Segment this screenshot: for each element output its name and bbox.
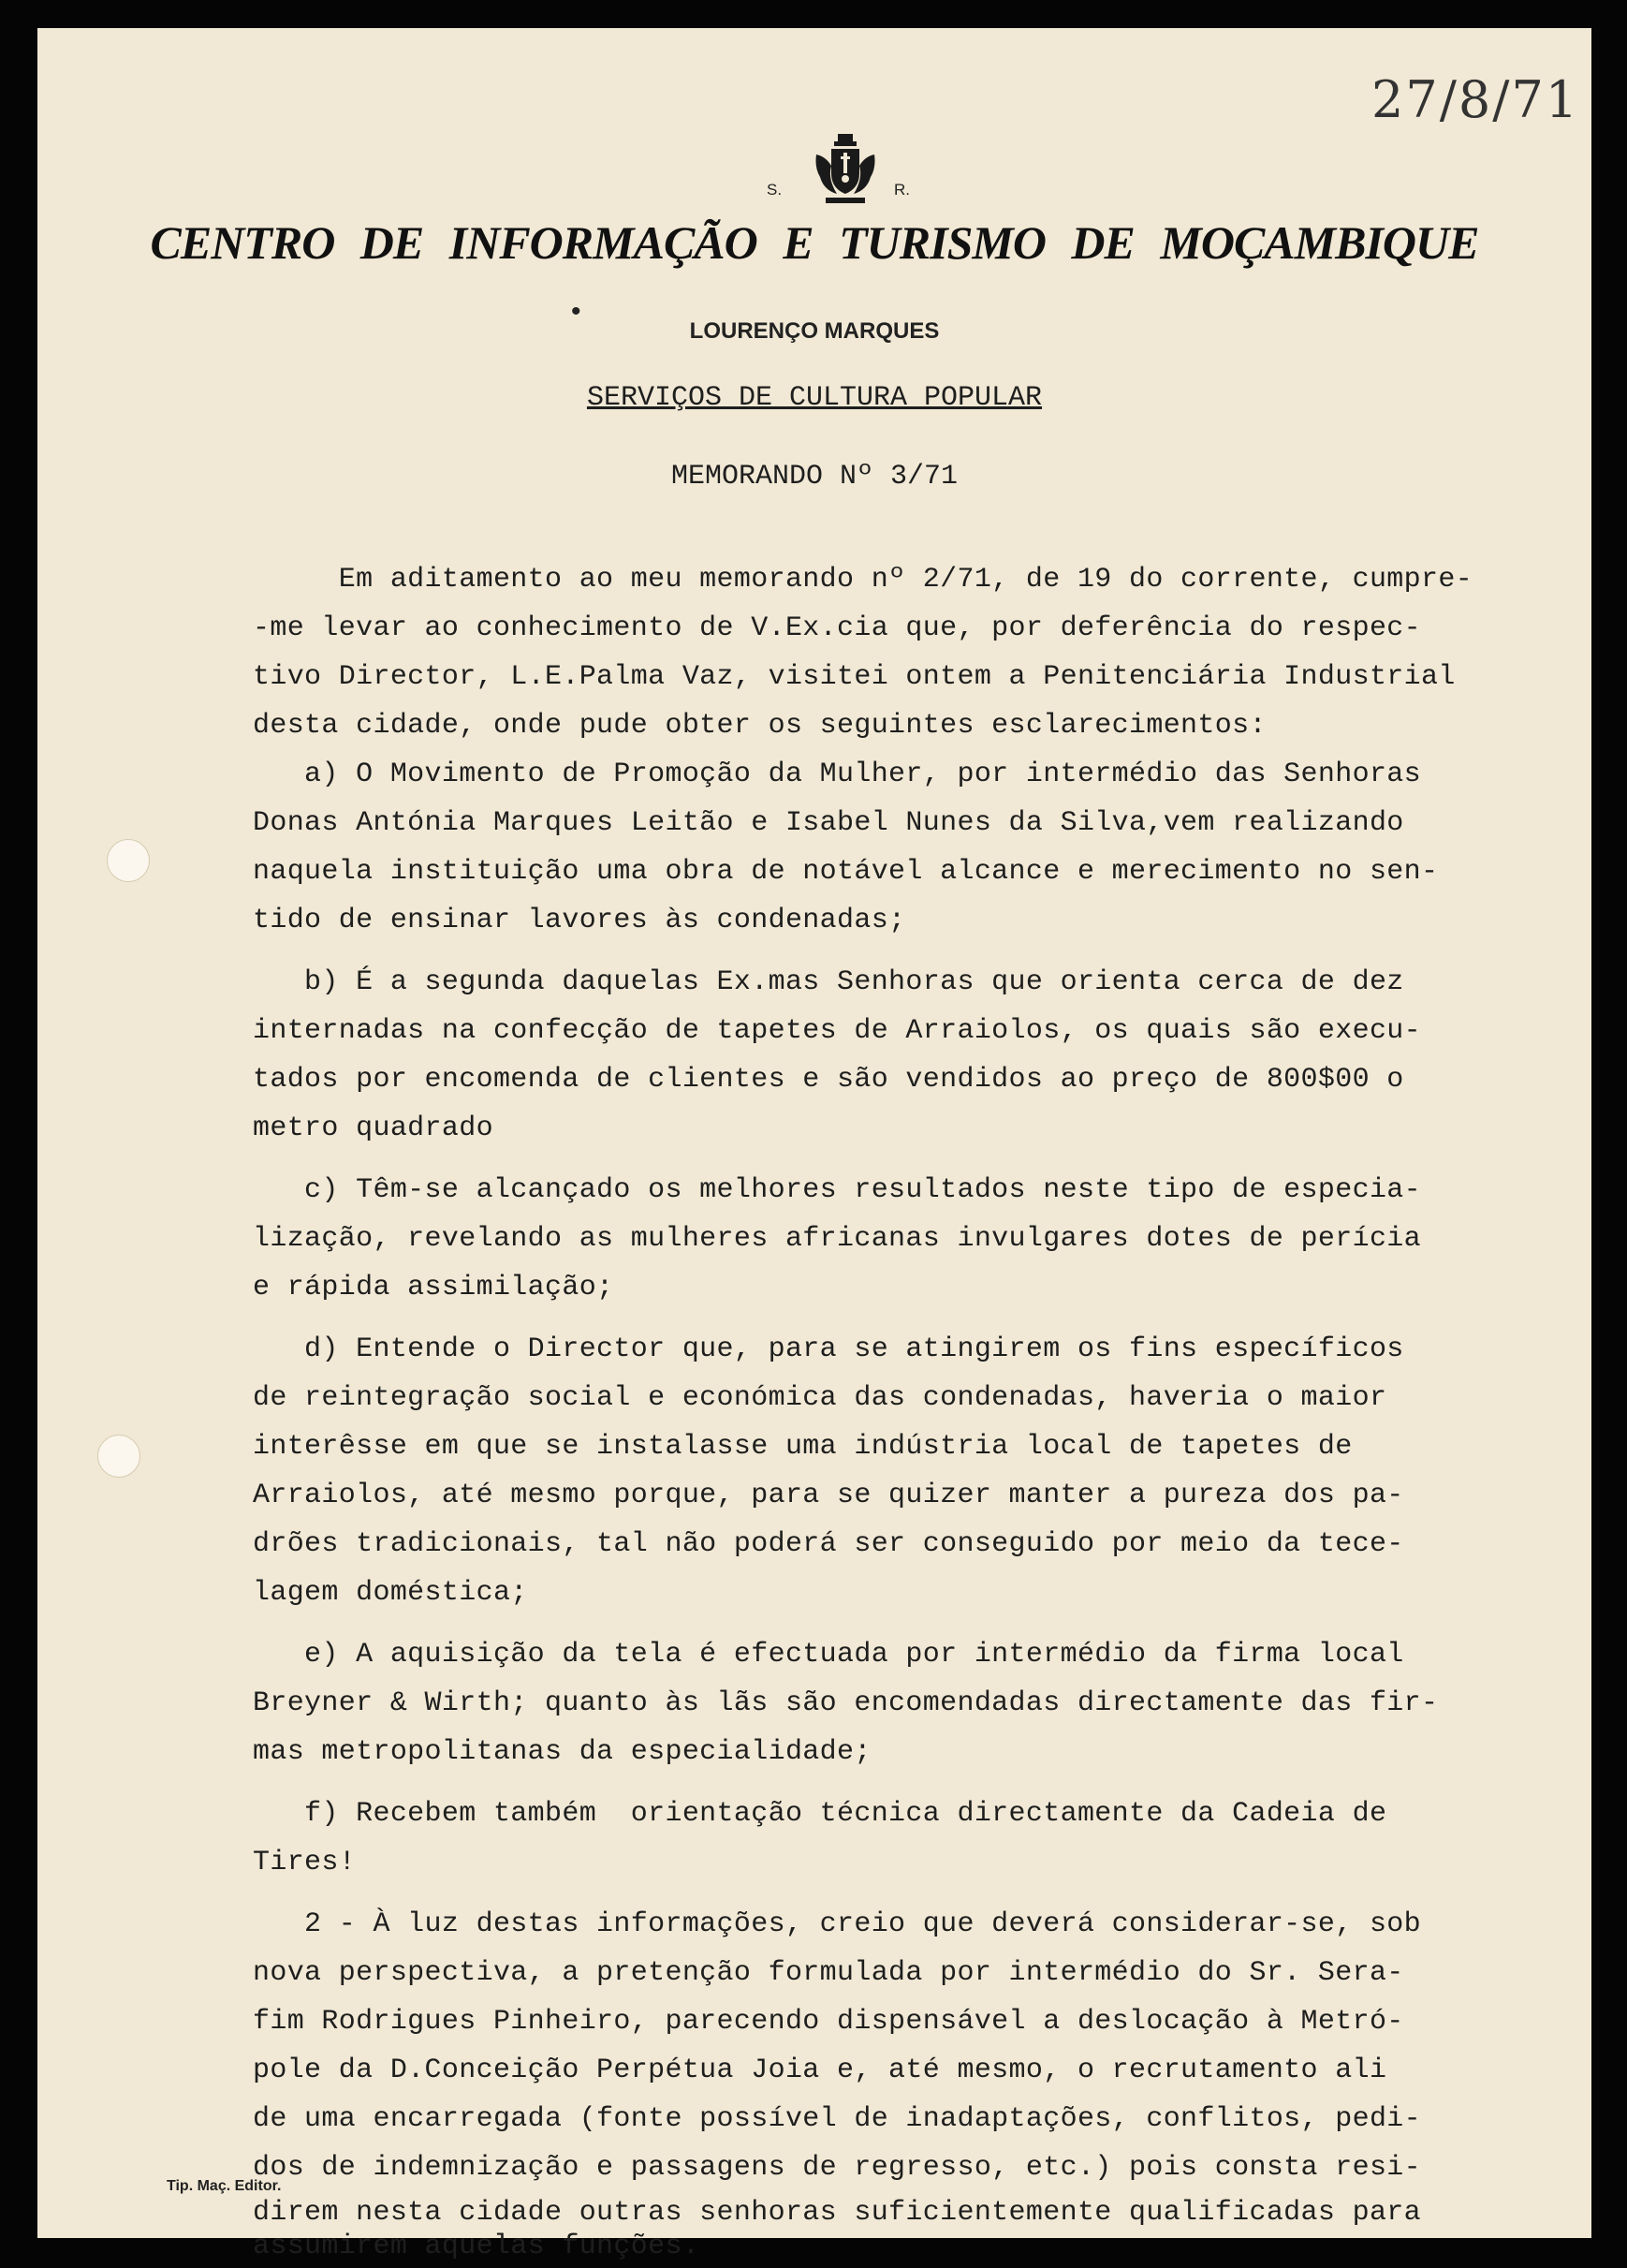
body-line: lização, revelando as mulheres africanas invulgares dotes de perícia <box>253 1223 1421 1255</box>
body-line: fim Rodrigues Pinheiro, parecendo dispensável a deslocação à Metró- <box>253 2006 1404 2038</box>
body-line: assumirem aquelas funções. <box>253 2231 700 2262</box>
body-line: naquela instituição uma obra de notável alcance e merecimento no sen- <box>253 856 1439 888</box>
letter-s: S. <box>767 181 783 199</box>
body-line: internadas na confecção de tapetes de Arraiolos, os quais são execu- <box>253 1015 1421 1047</box>
memo-number: MEMORANDO Nº 3/71 <box>670 461 959 493</box>
body-line: e rápida assimilação; <box>253 1272 614 1303</box>
body-line: f) Recebem também orientação técnica directamente da Cadeia de <box>253 1798 1387 1830</box>
document-page <box>37 28 1591 2262</box>
body-line: tivo Director, L.E.Palma Vaz, visitei ontem a Penitenciária Industrial <box>253 661 1456 693</box>
body-line: nova perspectiva, a pretenção formulada por intermédio do Sr. Sera- <box>253 1957 1404 1989</box>
body-line: a) O Movimento de Promoção da Mulher, por intermédio das Senhoras <box>253 758 1421 790</box>
body-line: de reintegração social e económica das condenadas, haveria o maior <box>253 1382 1387 1414</box>
body-line: dos de indemnização e passagens de regresso, etc.) pois consta resi- <box>253 2152 1421 2184</box>
decorative-dot: • <box>571 296 581 327</box>
body-line: tados por encomenda de clientes e são vendidos ao preço de 800$00 o <box>253 1064 1404 1096</box>
body-line: metro quadrado <box>253 1112 493 1144</box>
punch-hole <box>107 839 150 882</box>
body-line: Em aditamento ao meu memorando nº 2/71, de 19 do corrente, cumpre- <box>253 564 1473 596</box>
body-line: 2 - À luz destas informações, creio que deverá considerar-se, sob <box>253 1908 1421 1940</box>
body-line: Breyner & Wirth; quanto às lãs são encomendadas directamente das fir- <box>253 1687 1439 1719</box>
body-line: Arraiolos, até mesmo porque, para se quizer manter a pureza dos pa- <box>253 1480 1404 1511</box>
body-line: drões tradicionais, tal não poderá ser conseguido por meio da tece- <box>253 1528 1404 1560</box>
body-line: pole da D.Conceição Perpétua Joia e, até mesmo, o recrutamento ali <box>253 2054 1387 2086</box>
body-line: c) Têm-se alcançado os melhores resultados neste tipo de especia- <box>253 1174 1421 1206</box>
city-name: LOURENÇO MARQUES <box>689 318 940 344</box>
body-line: de uma encarregada (fonte possível de inadaptações, conflitos, pedi- <box>253 2103 1421 2135</box>
punch-hole <box>97 1435 140 1478</box>
body-line: d) Entende o Director que, para se atingirem os fins específicos <box>253 1333 1404 1365</box>
printer-mark: Tip. Maç. Editor. <box>167 2178 282 2194</box>
body-line: lagem doméstica; <box>253 1577 528 1609</box>
body-line: mas metropolitanas da especialidade; <box>253 1736 872 1768</box>
institution-title: CENTRO DE INFORMAÇÃO E TURISMO DE MOÇAMBIQUE <box>150 216 1479 269</box>
body-line: e) A aquisição da tela é efectuada por intermédio da firma local <box>253 1639 1404 1671</box>
body-line: interêsse em que se instalasse uma indústria local de tapetes de <box>253 1431 1353 1463</box>
body-line: tido de ensinar lavores às condenadas; <box>253 905 906 936</box>
body-line: b) É a segunda daquelas Ex.mas Senhoras que orienta cerca de dez <box>253 966 1404 998</box>
letterhead-emblem-row <box>735 126 960 211</box>
body-line: desta cidade, onde pude obter os seguintes esclarecimentos: <box>253 710 1267 742</box>
body-line: Tires! <box>253 1847 357 1878</box>
letter-r: R. <box>894 181 910 199</box>
service-heading: SERVIÇOS DE CULTURA POPULAR <box>586 382 1043 414</box>
coat-of-arms-icon <box>813 132 878 211</box>
body-line: Donas Antónia Marques Leitão e Isabel Nunes da Silva,vem realizando <box>253 807 1404 839</box>
handwritten-date: 27/8/71 <box>1371 70 1580 129</box>
body-line: -me levar ao conhecimento de V.Ex.cia que, por deferência do respec- <box>253 612 1421 644</box>
body-line: direm nesta cidade outras senhoras suficientemente qualificadas para <box>253 2197 1421 2229</box>
